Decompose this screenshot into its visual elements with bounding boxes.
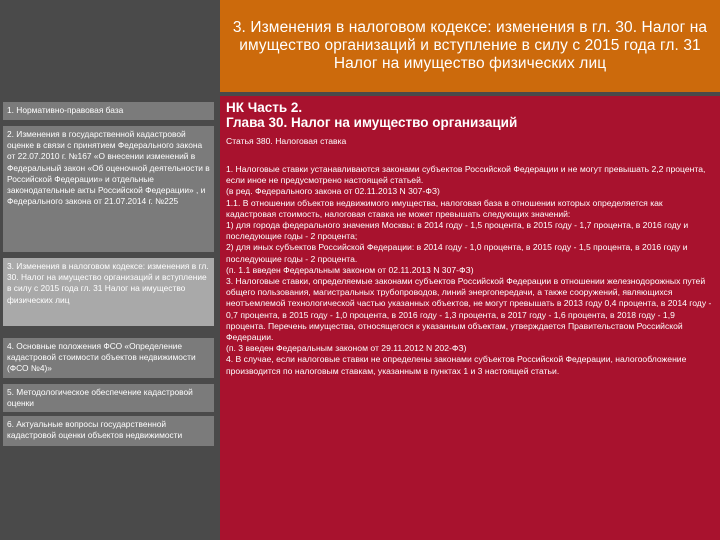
slide-title: 3. Изменения в налоговом кодексе: изменения в гл. 30. Налог на имущество организаций и вступление в силу с 2015 года гл. 31 Налог на имущество физических лиц [232, 19, 708, 72]
article-paragraph: 4. В случае, если налоговые ставки не определены законами субъектов Российской Федерации, налогообложение производится по налоговым ставкам, указанным в пунктах 1 и 3 настоящей статьи. [226, 354, 687, 376]
sidebar-item-current-issues[interactable] [3, 416, 214, 446]
content-heading-line2: Глава 30. Налог на имущество организаций [226, 115, 518, 130]
article-paragraph: 2) для иных субъектов Российской Федерации: в 2014 году - 1,0 процента, в 2015 году - 1,5 процента, в 2016 году и последующие годы - 2 процента. [226, 242, 688, 264]
sidebar-item-label: 4. Основные положения ФСО «Определение кадастровой стоимости объектов недвижимости (ФСО №4)» [7, 341, 196, 374]
sidebar-nav [0, 96, 217, 540]
article-body [226, 164, 712, 377]
article-paragraph: 1. Налоговые ставки устанавливаются законами субъектов Российской Федерации и не могут превышать 2,2 процента, если иное не предусмотрено настоящей статьей. [226, 164, 706, 186]
sidebar-item-cadastral-changes[interactable] [3, 126, 214, 252]
content-heading-line1: НК Часть 2. [226, 100, 303, 115]
article-paragraph: 1) для города федерального значения Москвы: в 2014 году - 1,5 процента, в 2015 году - 1,7 процента, в 2016 году и последующие годы - 2 процента; [226, 220, 689, 242]
article-paragraph: (в ред. Федерального закона от 02.11.2013 N 307-ФЗ) [226, 186, 440, 197]
article-paragraph: (п. 1.1 введен Федеральным законом от 02.11.2013 N 307-ФЗ) [226, 264, 474, 275]
content-panel [220, 96, 720, 540]
sidebar-item-label: 2. Изменения в государственной кадастровой оценке в связи с принятием Федерального закона от 22.07.2010 г. №167 «О внесении изменений в Федеральный закон «Об оценочной деятельности в Российской Федерации» и отдельные законодательные акты Российской Федерации» , и Федерального закона от 21.07.2014 г. №225 [7, 129, 210, 207]
article-paragraph: 3. Налоговые ставки, определяемые законами субъектов Российской Федерации в отношении железнодорожных путей общего пользования, магистральных трубопроводов, линий энергопередачи, а также сооружений, являющихся неотъемлемой технологической частью указанных объектов, не могут превышать в 2013 году 0,4 процента, в 2014 году - 0,7 процента, в 2015 году - 1,0 процента, в 2016 году - 1,3 процента, в 2017 году - 1,6 процента, в 2018 году - 1,9 процента. Перечень имущества, относящегося к указанным объектам, утверждается Правительством Российской Федерации. [226, 276, 712, 343]
article-title: Статья 380. Налоговая ставка [226, 136, 347, 146]
sidebar-item-methodology[interactable] [3, 384, 214, 412]
sidebar-item-label: 3. Изменения в налоговом кодексе: изменения в гл. 30. Налог на имущество организаций и вступление в силу с 2015 года гл. 31 Налог на имущество физических лиц [7, 261, 209, 305]
article-paragraph: (п. 3 введен Федеральным законом от 29.11.2012 N 202-ФЗ) [226, 343, 467, 354]
article-paragraph: 1.1. В отношении объектов недвижимого имущества, налоговая база в отношении которых определяется как кадастровая стоимость, налоговая ставка не может превышать следующих значений: [226, 197, 663, 219]
sidebar-item-legal-base[interactable] [3, 102, 214, 120]
header-bar [0, 0, 720, 92]
sidebar-item-label: 6. Актуальные вопросы государственной кадастровой оценки объектов недвижимости [7, 419, 183, 441]
slide-title-box [220, 0, 720, 92]
sidebar-item-label: 5. Методологическое обеспечение кадастровой оценки [7, 387, 193, 409]
sidebar-item-tax-code-changes[interactable] [3, 258, 214, 326]
sidebar-item-label: 1. Нормативно-правовая база [7, 105, 124, 115]
content-heading [226, 100, 714, 130]
sidebar-item-fso4[interactable] [3, 338, 214, 378]
